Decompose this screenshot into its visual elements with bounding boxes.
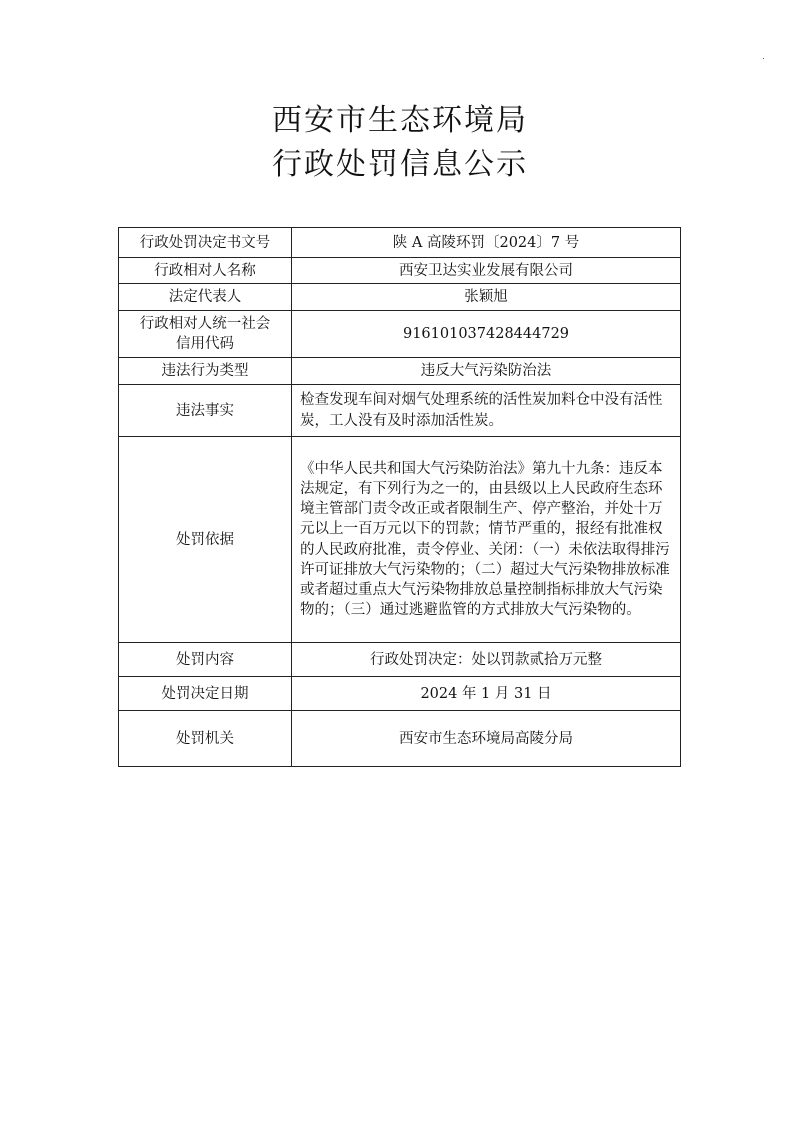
row-value-penalty-content: 行政处罚决定：处以罚款贰拾万元整	[292, 643, 681, 677]
penalty-info-table	[118, 227, 681, 767]
page-subtitle: 行政处罚信息公示	[272, 147, 528, 182]
row-label-credit-code	[119, 311, 292, 358]
row-label-penalty-content: 处罚内容	[119, 643, 292, 677]
row-label-credit-code-line2: 信用代码	[176, 336, 234, 352]
table-row	[119, 284, 681, 311]
row-label-violation-facts: 违法事实	[119, 385, 292, 437]
table-row	[119, 228, 681, 258]
row-value-penalty-basis: 《中华人民共和国大气污染防治法》第九十九条：违反本法规定，有下列行为之一的，由县级以上人民政府生态环境主管部门责令改正或者限制生产、停产整治，并处十万元以上一百万元以下的罚款；情节严重的，报经有批准权的人民政府批准，责令停业、关闭：（一）未依法取得排污许可证排放大气污染物的；（二）超过大气污染物排放标准或者超过重点大气污染物排放总量控制指标排放大气污染物的；（三）通过逃避监管的方式排放大气污染物的。	[292, 437, 681, 643]
row-value-decision-number: 陕 A 高陵环罚〔2024〕7 号	[292, 228, 681, 258]
table-row	[119, 711, 681, 767]
row-value-legal-representative: 张颖旭	[292, 284, 681, 311]
row-label-party-name: 行政相对人名称	[119, 258, 292, 284]
row-label-penalty-authority: 处罚机关	[119, 711, 292, 767]
row-label-violation-type: 违法行为类型	[119, 358, 292, 385]
row-value-violation-facts: 检查发现车间对烟气处理系统的活性炭加料仓中没有活性炭，工人没有及时添加活性炭。	[292, 385, 681, 437]
table-row	[119, 437, 681, 643]
row-value-credit-code: 916101037428444729	[292, 311, 681, 358]
table-row	[119, 258, 681, 284]
scan-mark	[763, 58, 764, 59]
row-value-party-name: 西安卫达实业发展有限公司	[292, 258, 681, 284]
row-label-credit-code-line1: 行政相对人统一社会	[139, 316, 271, 332]
table-row	[119, 311, 681, 358]
row-label-legal-representative: 法定代表人	[119, 284, 292, 311]
table-row	[119, 385, 681, 437]
row-label-penalty-basis: 处罚依据	[119, 437, 292, 643]
table-row	[119, 643, 681, 677]
row-value-violation-type: 违反大气污染防治法	[292, 358, 681, 385]
page-title: 西安市生态环境局	[272, 103, 528, 138]
table-row	[119, 677, 681, 711]
row-label-decision-date: 处罚决定日期	[119, 677, 292, 711]
row-value-penalty-authority: 西安市生态环境局高陵分局	[292, 711, 681, 767]
row-label-decision-number: 行政处罚决定书文号	[119, 228, 292, 258]
table-row	[119, 358, 681, 385]
row-value-decision-date: 2024 年 1 月 31 日	[292, 677, 681, 711]
